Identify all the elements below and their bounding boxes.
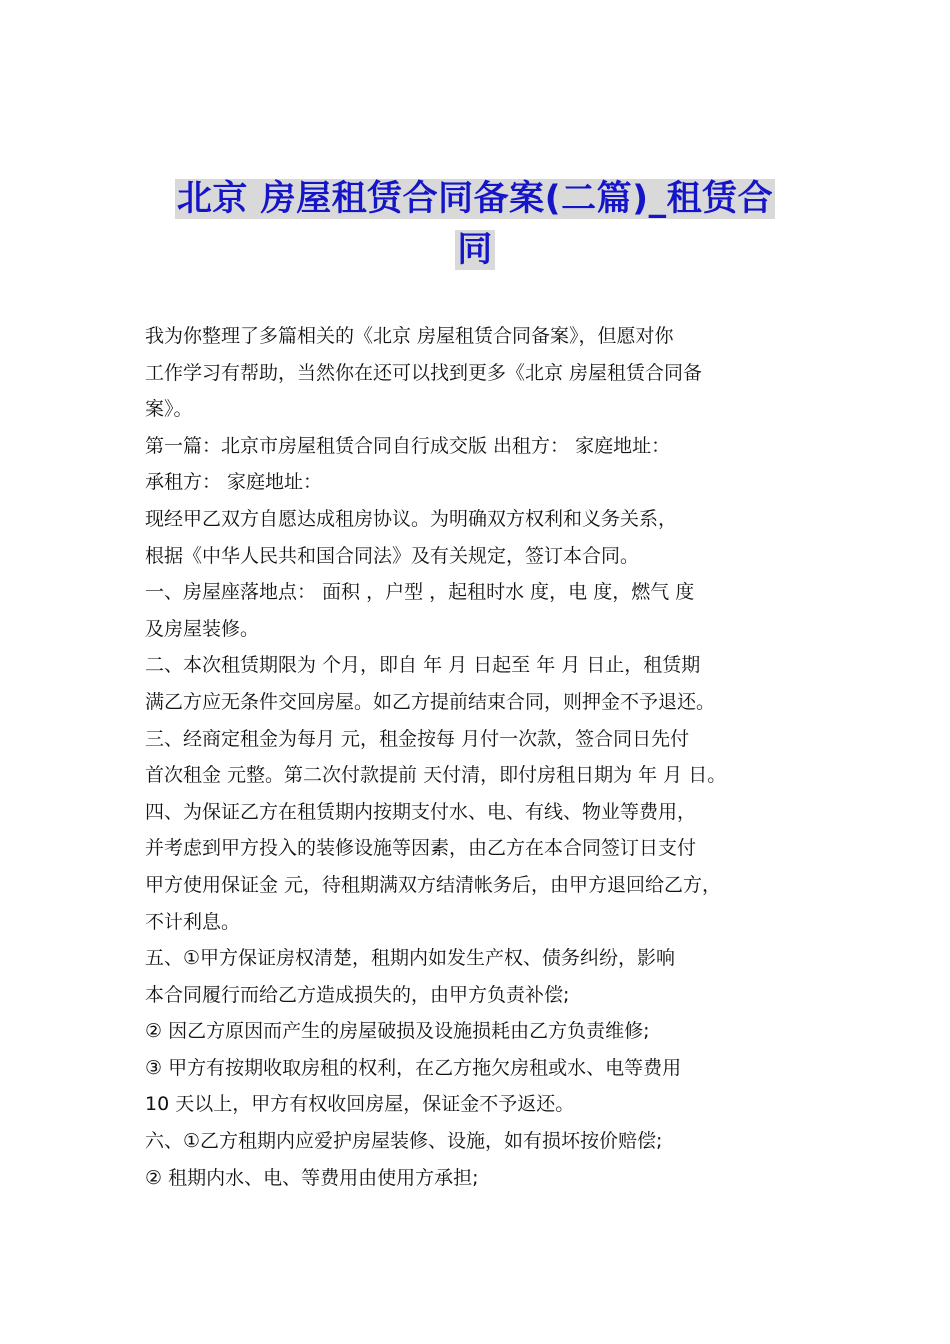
body-line: 本合同履行而给乙方造成损失的，由甲方负责补偿; [145, 983, 570, 1006]
title-line-2: 同 [457, 230, 493, 270]
body-line: 我为你整理了多篇相关的《北京 房屋租赁合同备案》，但愿对你 [145, 325, 674, 347]
body-line: 第一篇：北京市房屋租赁合同自行成交版 出租方： 家庭地址： [145, 434, 671, 457]
title-line-1: 北京 房屋租赁合同备案(二篇)_租赁合 [176, 179, 774, 219]
body-line: 工作学习有帮助，当然你在还可以找到更多《北京 房屋租赁合同备 [145, 361, 703, 384]
body-line: 现经甲乙双方自愿达成租房协议。为明确双方权利和义务关系， [145, 507, 678, 530]
body-line: 二、本次租赁期限为 个月，即自 年 月 日起至 年 月 日止，租赁期 [145, 654, 701, 677]
body-line: 根据《中华人民共和国合同法》及有关规定，签订本合同。 [145, 544, 640, 567]
body-line: 案》。 [145, 398, 193, 421]
body-line: 并考虑到甲方投入的装修设施等因素，由乙方在本合同签订日支付 [145, 837, 697, 860]
body-line: 甲方使用保证金 元，待租期满双方结清帐务后，由甲方退回给乙方， [145, 873, 722, 896]
body-line: 三、经商定租金为每月 元，租金按每 月付一次款，签合同日先付 [145, 727, 690, 750]
body-line: 10 天以上，甲方有权收回房屋，保证金不予返还。 [145, 1093, 575, 1116]
body-line: 不计利息。 [145, 910, 241, 933]
body-line: 及房屋装修。 [145, 617, 260, 640]
body-line: ② 因乙方原因而产生的房屋破损及设施损耗由乙方负责维修; [145, 1020, 650, 1043]
body-line: 六、①乙方租期内应爱护房屋装修、设施，如有损坏按价赔偿; [145, 1130, 663, 1153]
body-line: 承租方： 家庭地址： [145, 471, 323, 494]
body-line: 一、房屋座落地点： 面积 ，户型 ，起租时水 度，电 度，燃气 度 [145, 581, 695, 604]
body-line: 四、为保证乙方在租赁期内按期支付水、电、有线、物业等费用， [145, 800, 697, 823]
body-line: 首次租金 元整。第二次付款提前 天付清，即付房租日期为 年 月 日。 [145, 764, 727, 787]
body-line: 五、①甲方保证房权清楚，租期内如发生产权、债务纠纷，影响 [145, 947, 676, 970]
document-title [0, 174, 950, 276]
body-line: ③ 甲方有按期收取房租的权利，在乙方拖欠房租或水、电等费用 [145, 1056, 682, 1079]
document-body [145, 318, 810, 1196]
body-line: 满乙方应无条件交回房屋。如乙方提前结束合同，则押金不予退还。 [145, 690, 716, 713]
body-line: ② 租期内水、电、等费用由使用方承担; [145, 1166, 479, 1189]
